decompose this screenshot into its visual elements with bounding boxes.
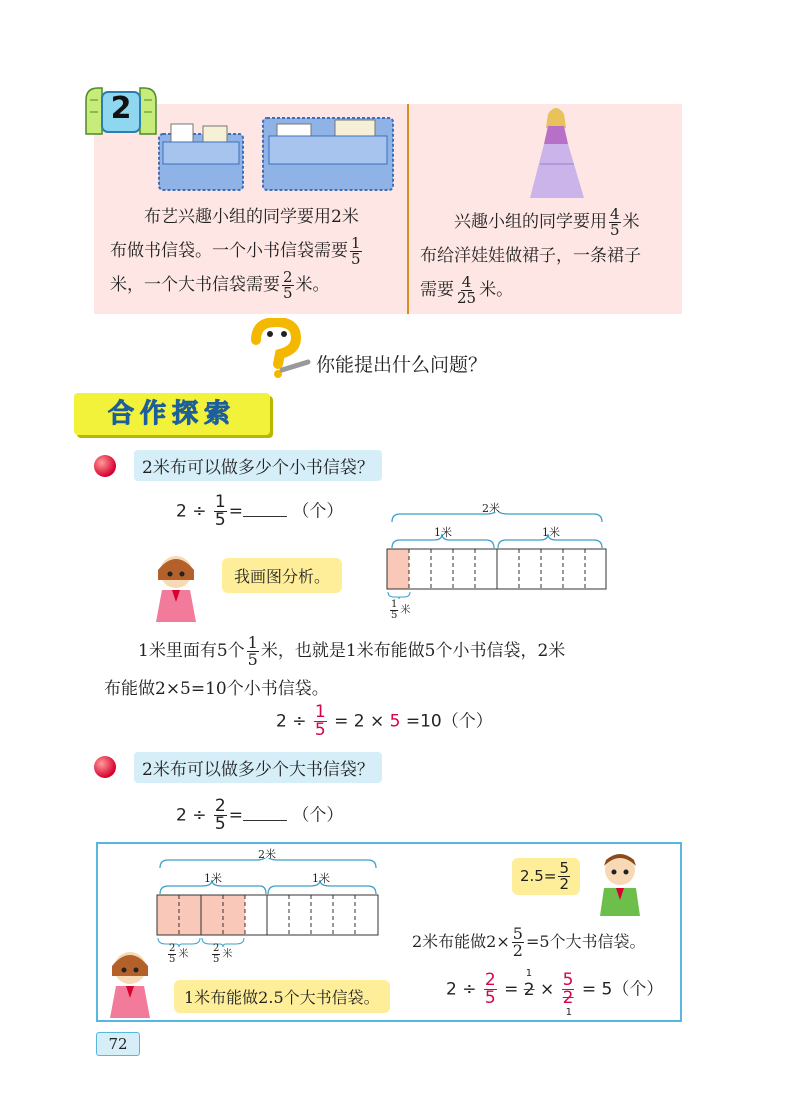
q2-equation [176,798,343,833]
q1-equation [176,494,343,529]
half-label: 1米 [434,526,452,539]
fraction [212,944,220,965]
right-line-1 [420,205,678,239]
q1-strip-diagram [386,500,608,630]
fraction [314,704,327,739]
expl-line-2 [104,670,694,708]
half-label: 1米 [542,526,560,539]
expl-line-1 [104,632,694,670]
right-panel-text [420,205,678,307]
denominator: 5 [351,250,361,268]
part-label [166,944,188,965]
part-label [388,600,410,621]
text: 我画图分析。 [234,567,331,586]
total-label: 2米 [258,848,276,861]
text: 1米里面有5个 [138,641,245,661]
cooperative-exploration-banner [74,393,270,435]
cancelled-two [523,967,535,1000]
text: 兴趣小组的同学要用 [454,212,607,232]
right-line-2 [420,239,678,273]
right-line-3 [420,273,678,307]
denominator: 5 [314,720,326,740]
numerator: 2 [283,268,293,286]
text: 米 [622,212,640,232]
unit: 米 [178,949,189,960]
fraction [562,970,575,1018]
denominator: 5 [283,284,293,302]
denominator: 5 [484,988,496,1008]
q1-title [134,450,382,481]
q2-calculation [446,967,664,1018]
left-line-1 [110,200,402,234]
denominator: 2 [562,988,574,1008]
strip-bar [156,894,380,938]
text: × [540,979,555,1000]
half-label: 1米 [312,872,330,885]
brace-icons [386,512,608,552]
text: 布艺兴趣小组的同学要用2米 [144,207,359,227]
text: 米，一个大书信袋需要 [110,275,280,295]
text: 2米布能做2× [412,932,510,951]
left-line-2 [110,234,402,268]
answer-blank[interactable] [243,502,287,517]
denominator: 5 [169,954,176,965]
text: 2 [523,979,535,1000]
q2-boy-speech-bubble [512,858,580,895]
numerator: 1 [247,633,258,652]
strip-bar [386,548,608,592]
fraction [609,207,621,238]
fraction [456,275,477,306]
numerator: 1 [214,492,226,512]
text: 布能做2×5=10个小书信袋。 [104,679,329,699]
boy-illustration [590,850,650,916]
denominator: 5 [610,221,620,239]
text: 2 ÷ [446,979,477,1000]
fraction [214,798,227,833]
girl-illustration [146,550,206,622]
denominator: 5 [214,510,226,530]
q1-calculation [276,704,493,739]
q1-explanation [104,632,694,708]
denominator: 2 [559,875,569,893]
fraction [168,944,176,965]
girl-illustration [100,946,162,1018]
text: 2 ÷ [176,805,207,826]
fabric-pouches-illustration [155,112,395,192]
text: =5个大书信袋。 [525,932,646,951]
section-number: 2 [110,91,132,126]
fraction [247,635,259,668]
text: 5 [389,711,401,732]
left-line-3 [110,268,402,302]
numerator: 5 [512,924,523,943]
text: = 2 × [334,711,385,732]
banner-text: 合作探索 [107,399,236,429]
numerator: 2 [169,943,176,954]
text: 2 ÷ [176,501,207,522]
bullet-dot-2 [94,756,116,778]
numerator: 5 [559,859,569,877]
fraction [350,236,362,267]
text: = [228,501,243,522]
text: 72 [108,1035,128,1053]
text: 2米布可以做多少个大书信袋？ [142,760,374,780]
unit: （个） [292,501,344,522]
denominator: 25 [457,289,477,307]
fraction [390,600,398,621]
doll-illustration [526,104,590,200]
fraction [558,861,570,892]
unit: （个） [292,805,344,826]
numerator: 2 [213,943,220,954]
unit: 米 [222,949,233,960]
text: 布给洋娃娃做裙子，一条裙子 [420,246,641,266]
answer-blank[interactable] [243,806,287,821]
fraction [214,494,227,529]
text: 2 ÷ [276,711,307,732]
text: 米，也就是1米布能做5个小书信袋，2米 [260,641,566,661]
question-text: 你能提出什么问题？ [316,354,488,376]
total-label: 2米 [482,502,500,515]
panel-divider [407,104,409,314]
numerator: 1 [314,702,326,722]
half-label: 1米 [204,872,222,885]
numerator: 2 [484,970,496,990]
q1-speech-bubble [222,558,342,593]
denominator: 5 [214,814,226,834]
numerator: 5 [562,970,574,990]
question-mark-icon [242,318,312,378]
bullet-dot-1 [94,455,116,477]
q2-title [134,752,382,783]
numerator: 1 [351,234,361,252]
text: 2米布可以做多少个小书信袋？ [142,458,374,478]
text: 米。 [295,275,330,295]
fraction [282,270,294,301]
text: 需要 [420,280,454,300]
denominator: 5 [213,954,220,965]
unit: 米 [400,605,411,616]
window-badge [82,86,160,136]
part-label [210,944,232,965]
left-panel-text [110,200,402,302]
text: 2.5= [520,867,557,885]
numerator: 4 [461,273,472,291]
brace-icons [156,858,380,898]
numerator: 2 [214,796,226,816]
text: = 5（个） [581,979,664,1000]
page-number [96,1032,140,1056]
fraction [484,972,497,1007]
q2-right-statement [412,926,646,959]
text: =10（个） [405,711,493,732]
fraction [512,926,524,959]
text: = [228,805,243,826]
text: 米。 [479,280,514,300]
denominator: 2 [512,941,523,960]
q2-strip-diagram [156,846,380,976]
numerator: 4 [610,205,620,223]
text: 布做书信袋。一个小书信袋需要 [110,241,348,261]
denominator: 5 [247,650,258,669]
q2-girl-speech-bubble [174,980,390,1013]
numerator: 1 [391,599,398,610]
text: = [504,979,519,1000]
cancel-note: 1 [525,967,533,979]
text: 1米布能做2.5个大书信袋。 [184,988,380,1007]
denominator: 5 [391,610,398,621]
cancel-note: 1 [565,1007,573,1018]
